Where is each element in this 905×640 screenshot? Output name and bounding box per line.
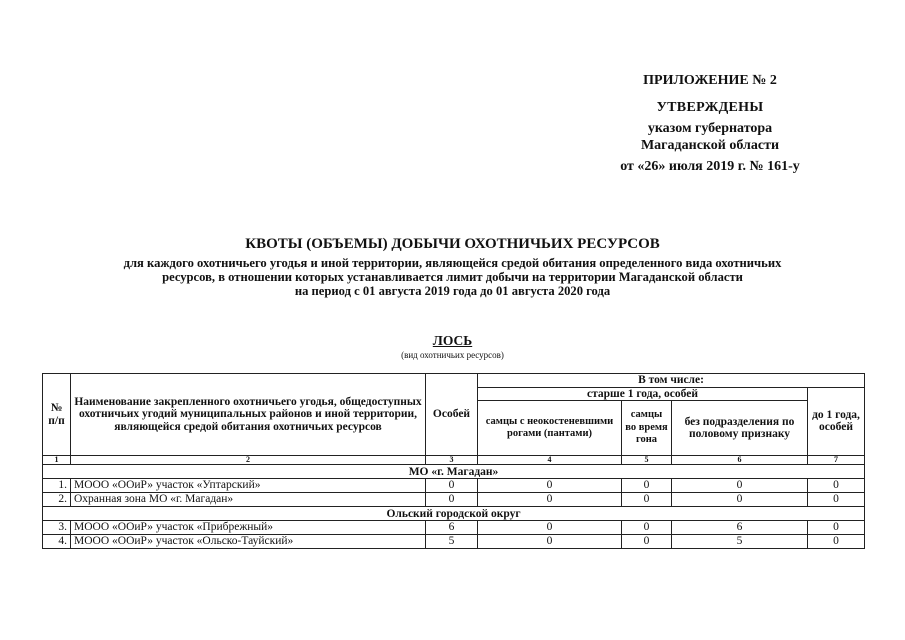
table-row <box>43 493 865 507</box>
approval-block <box>560 72 860 175</box>
section-title: МО «г. Магадан» <box>43 465 865 479</box>
col-number: 1 <box>43 456 71 465</box>
row-value: 0 <box>672 493 808 507</box>
col-number: 5 <box>622 456 672 465</box>
col-number: 7 <box>808 456 865 465</box>
header-name: Наименование закрепленного охотничьего угодья, общедоступных охотничьих угодий муниципальных районов и иной территории, являющейся средой обитания охотничьих ресурсов <box>71 374 426 456</box>
table-row <box>43 479 865 493</box>
row-value: 6 <box>672 521 808 535</box>
decree-line-1: указом губернатора <box>647 121 773 136</box>
row-value: 0 <box>478 535 622 549</box>
heading-line-2: ресурсов, в отношении которых устанавливается лимит добычи на территории Магаданской области <box>162 270 743 284</box>
header-males-rut: самцы во время гона <box>622 401 672 456</box>
section-row <box>43 465 865 479</box>
header-num: № п/п <box>43 374 71 456</box>
decree-date-number: от «26» июля 2019 г. № 161-у <box>620 159 800 174</box>
row-value: 0 <box>672 479 808 493</box>
table-row <box>43 521 865 535</box>
header-including: В том числе: <box>478 374 865 388</box>
heading-line-1: для каждого охотничьего угодья и иной территории, являющейся средой обитания определенного вида охотничьих <box>123 256 782 270</box>
row-value: 0 <box>426 479 478 493</box>
row-value: 0 <box>478 479 622 493</box>
row-name: МООО «ООиР» участок «Уптарский» <box>71 479 426 493</box>
row-value: 5 <box>672 535 808 549</box>
decree-line-2: Магаданской области <box>640 138 780 153</box>
row-value: 5 <box>426 535 478 549</box>
row-value: 0 <box>622 535 672 549</box>
col-number: 6 <box>672 456 808 465</box>
row-value: 6 <box>426 521 478 535</box>
section-title: Ольский городской округ <box>43 507 865 521</box>
document-title: КВОТЫ (ОБЪЕМЫ) ДОБЫЧИ ОХОТНИЧЬИХ РЕСУРСОВ <box>245 236 660 252</box>
column-numbers-row <box>43 456 865 465</box>
header-no-sex: без подразделения по половому признаку <box>672 401 808 456</box>
species-name: ЛОСЬ <box>432 333 473 348</box>
col-number: 2 <box>71 456 426 465</box>
row-value: 0 <box>808 521 865 535</box>
col-number: 3 <box>426 456 478 465</box>
row-value: 0 <box>426 493 478 507</box>
row-value: 0 <box>478 493 622 507</box>
row-value: 0 <box>808 493 865 507</box>
row-value: 0 <box>478 521 622 535</box>
row-name: МООО «ООиР» участок «Ольско-Тауйский» <box>71 535 426 549</box>
row-value: 0 <box>622 521 672 535</box>
row-number: 4. <box>43 535 71 549</box>
row-value: 0 <box>808 479 865 493</box>
row-value: 0 <box>622 479 672 493</box>
header-under-one: до 1 года, особей <box>808 387 865 456</box>
species-block <box>0 333 905 360</box>
document-heading <box>20 236 885 298</box>
approved-label: УТВЕРЖДЕНЫ <box>656 100 764 115</box>
header-males-antlers: самцы с неокостеневшими рогами (пантами) <box>478 401 622 456</box>
header-individuals: Особей <box>426 374 478 456</box>
row-number: 2. <box>43 493 71 507</box>
header-older: старше 1 года, особей <box>478 387 808 401</box>
quota-table <box>42 373 865 549</box>
row-name: МООО «ООиР» участок «Прибрежный» <box>71 521 426 535</box>
col-number: 4 <box>478 456 622 465</box>
row-value: 0 <box>622 493 672 507</box>
row-number: 3. <box>43 521 71 535</box>
row-number: 1. <box>43 479 71 493</box>
species-hint: (вид охотничьих ресурсов) <box>401 350 504 360</box>
appendix-number: ПРИЛОЖЕНИЕ № 2 <box>643 73 777 88</box>
table-row <box>43 535 865 549</box>
heading-line-3: на период с 01 августа 2019 года до 01 августа 2020 года <box>294 284 611 298</box>
row-value: 0 <box>808 535 865 549</box>
section-row <box>43 507 865 521</box>
row-name: Охранная зона МО «г. Магадан» <box>71 493 426 507</box>
